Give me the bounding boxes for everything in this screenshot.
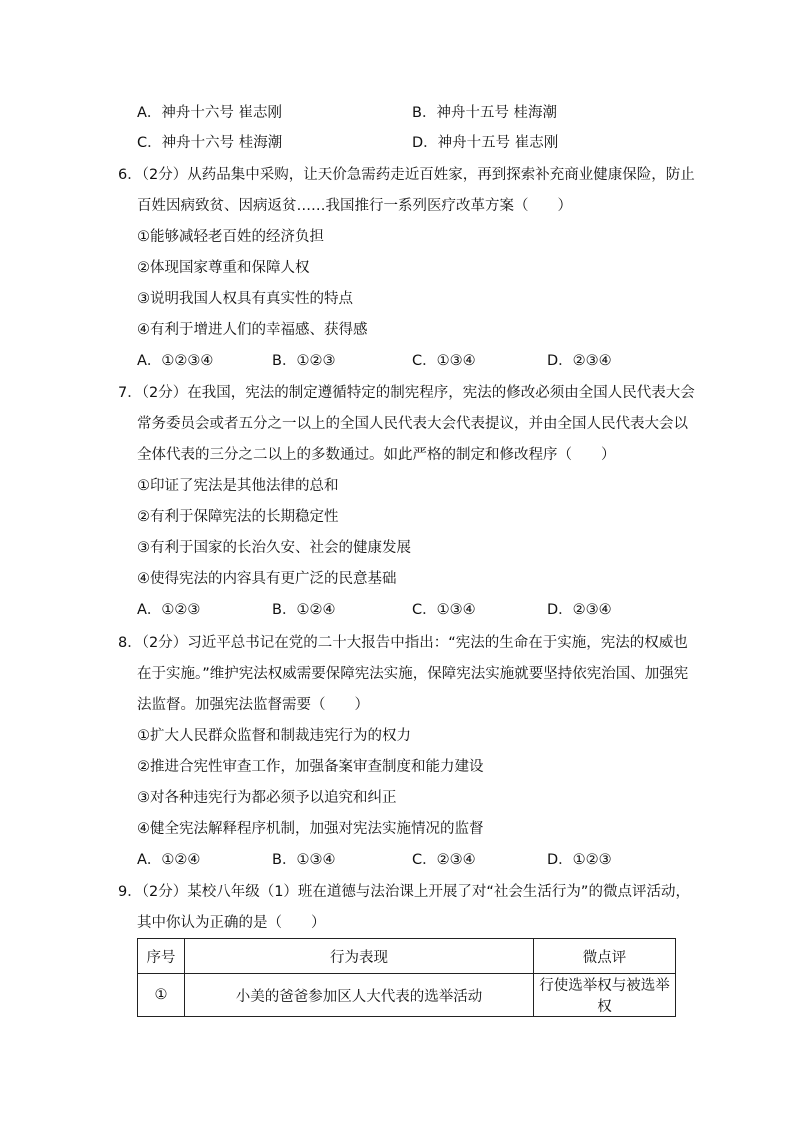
q6-stem-line-2: 百姓因病致贫、因病返贫……我国推行一系列医疗改革方案（ ）	[137, 198, 572, 214]
q8-option-b: B．①③④	[272, 852, 336, 868]
table-header-comment: 微点评	[534, 939, 676, 974]
q9-stem-line-2: 其中你认为正确的是（ ）	[137, 915, 326, 931]
q7-item-2: ②有利于保障宪法的长期稳定性	[137, 509, 339, 525]
q7-stem-line-2: 常务委员会或者五分之一以上的全国人民代表大会代表提议，并由全国人民代表大会以	[137, 416, 688, 432]
q6-option-d: D．②③④	[547, 353, 612, 369]
table-header-behavior: 行为表现	[185, 939, 534, 974]
q8-item-3: ③对各种违宪行为都必须予以追究和纠正	[137, 790, 397, 806]
q9-stem-line-1: 9．（2分）某校八年级（1）班在道德与法治课上开展了对“社会生活行为”的微点评活动，	[118, 884, 690, 900]
q6-stem-line-1: 6．（2分）从药品集中采购，让天价急需药走近百姓家，再到探索补充商业健康保险，防止	[118, 167, 695, 183]
q8-stem-line-2: 在于实施。”维护宪法权威需要保障宪法实施，保障宪法实施就要坚持依宪治国、加强宪	[137, 666, 689, 682]
q7-option-c: C．①③④	[412, 602, 476, 618]
table-cell-index: ①	[138, 974, 185, 1017]
q9-table	[137, 938, 676, 1017]
q5-option-a: A．神舟十六号 崔志刚	[137, 105, 283, 121]
q8-option-d: D．①②③	[547, 852, 612, 868]
q7-item-1: ①印证了宪法是其他法律的总和	[137, 478, 339, 494]
q6-item-2: ②体现国家尊重和保障人权	[137, 260, 310, 276]
table-row	[138, 974, 676, 1017]
q8-item-4: ④健全宪法解释程序机制，加强对宪法实施情况的监督	[137, 821, 484, 837]
q8-option-c: C．②③④	[412, 852, 476, 868]
q7-option-d: D．②③④	[547, 602, 612, 618]
q8-stem-line-3: 法监督。加强宪法监督需要（ ）	[137, 697, 369, 713]
table-header-index: 序号	[138, 939, 185, 974]
q7-option-a: A．①②③	[137, 602, 201, 618]
q8-item-1: ①扩大人民群众监督和制裁违宪行为的权力	[137, 728, 411, 744]
q5-option-c: C．神舟十六号 桂海潮	[137, 135, 283, 151]
q5-option-b: B．神舟十五号 桂海潮	[412, 105, 558, 121]
q6-item-1: ①能够减轻老百姓的经济负担	[137, 229, 324, 245]
q7-stem-line-3: 全体代表的三分之二以上的多数通过。如此严格的制定和修改程序（ ）	[137, 447, 616, 463]
q7-option-b: B．①②④	[272, 602, 336, 618]
q7-item-3: ③有利于国家的长治久安、社会的健康发展	[137, 540, 411, 556]
q6-option-c: C．①③④	[412, 353, 476, 369]
q7-item-4: ④使得宪法的内容具有更广泛的民意基础	[137, 571, 397, 587]
q7-stem-line-1: 7．（2分）在我国，宪法的制定遵循特定的制宪程序，宪法的修改必须由全国人民代表大会	[118, 385, 695, 401]
q6-option-b: B．①②③	[272, 353, 336, 369]
table-header-row	[138, 939, 676, 974]
table-cell-behavior: 小美的爸爸参加区人大代表的选举活动	[185, 974, 534, 1017]
q6-option-a: A．①②③④	[137, 353, 214, 369]
q8-item-2: ②推进合宪性审查工作，加强备案审查制度和能力建设	[137, 759, 484, 775]
q6-item-4: ④有利于增进人们的幸福感、获得感	[137, 322, 368, 338]
q8-stem-line-1: 8．（2分）习近平总书记在党的二十大报告中指出：“宪法的生命在于实施，宪法的权威也	[118, 635, 688, 651]
q6-item-3: ③说明我国人权具有真实性的特点	[137, 291, 353, 307]
q5-option-d: D．神舟十五号 崔志刚	[412, 135, 559, 151]
q8-option-a: A．①②④	[137, 852, 201, 868]
table-cell-comment: 行使选举权与被选举权	[534, 974, 676, 1017]
